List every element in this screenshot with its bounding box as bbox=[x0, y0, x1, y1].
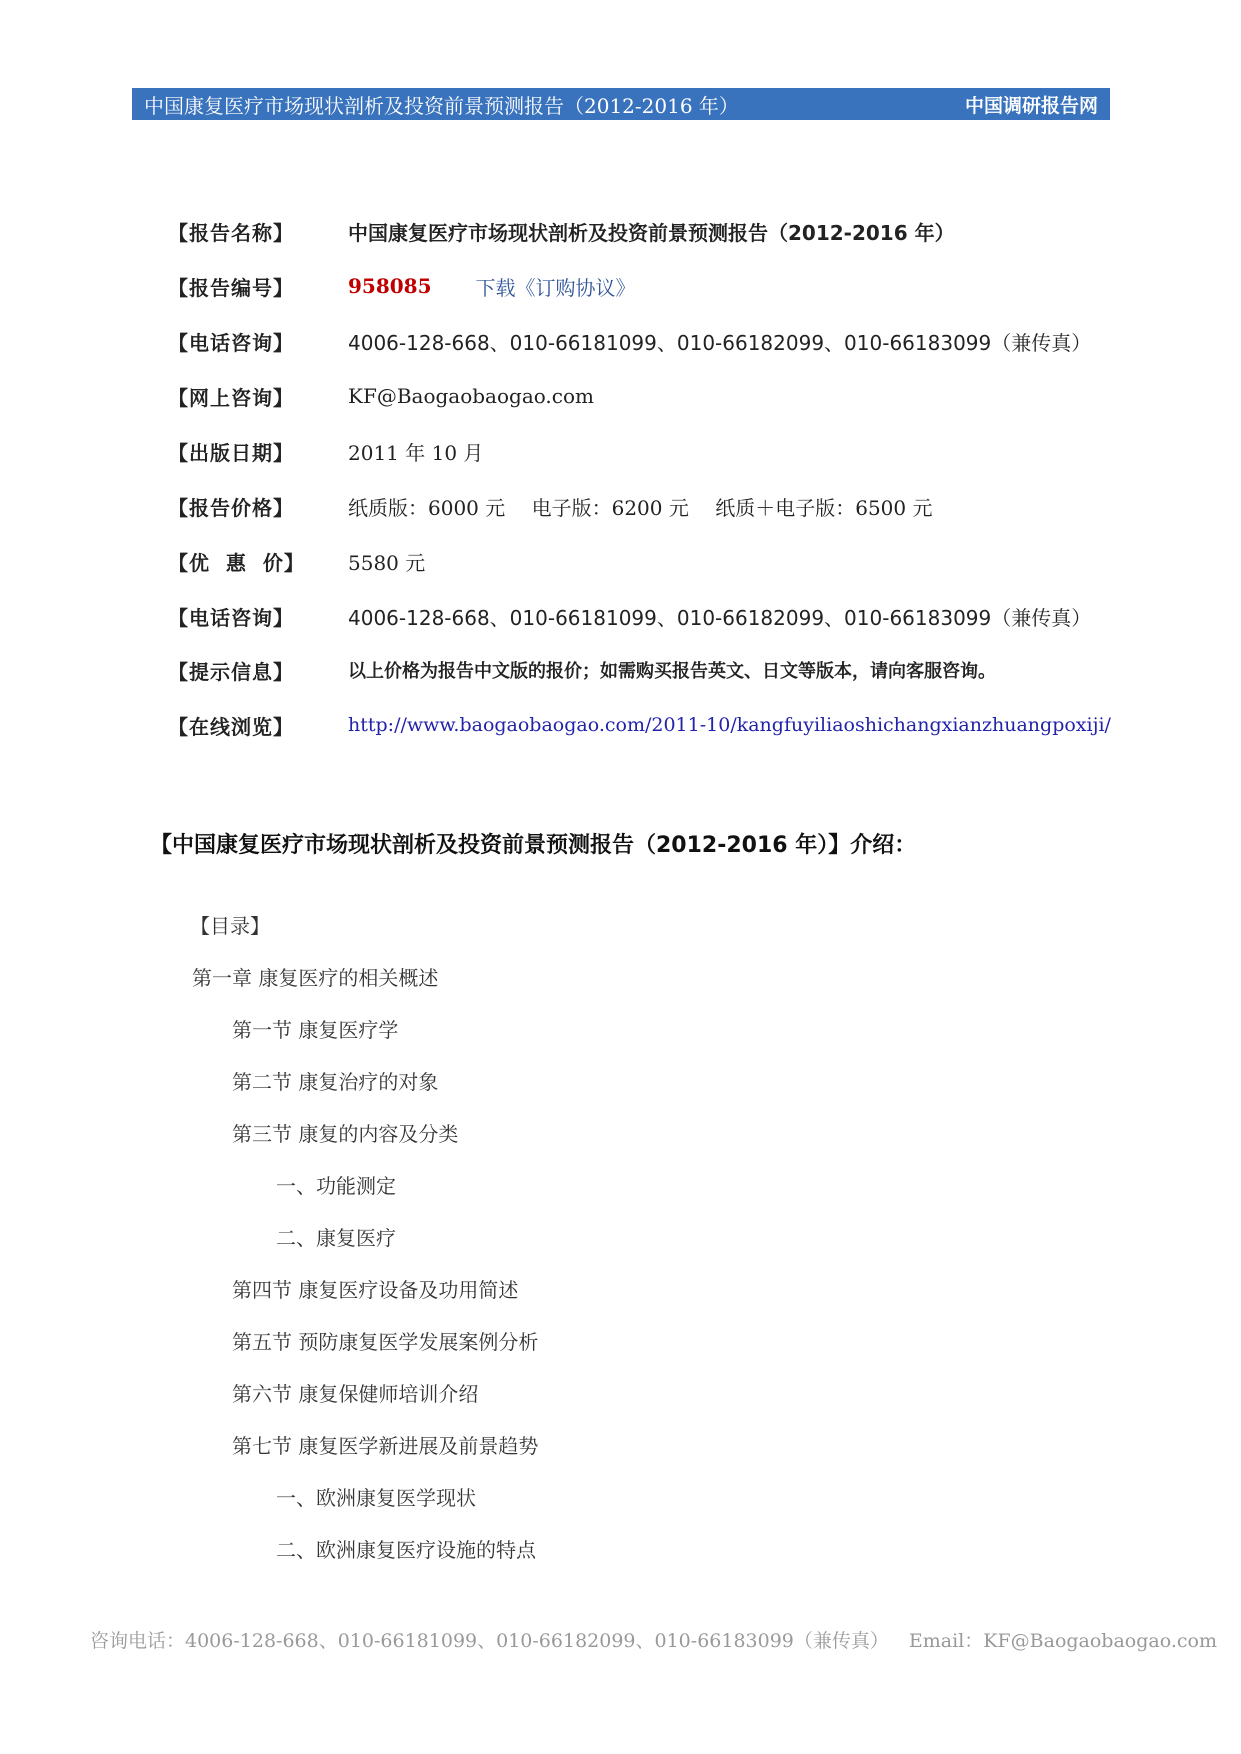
header-site-name: 中国调研报告网 bbox=[964, 94, 1098, 117]
phone-value: 4006-128-668、010-66181099、010-66182099、010-66183099（兼传真） bbox=[348, 330, 1092, 355]
info-label: 【提示信息】 bbox=[168, 659, 294, 684]
toc-subsection: 二、康复医疗 bbox=[276, 1226, 396, 1250]
page-header-bar bbox=[132, 88, 1110, 120]
toc-section: 第三节 康复的内容及分类 bbox=[232, 1122, 459, 1146]
info-row-phone-2 bbox=[168, 601, 1091, 631]
footer-email: Email：KF@Baogaobaogao.com bbox=[908, 1630, 1217, 1652]
toc-section: 第一节 康复医疗学 bbox=[232, 1018, 399, 1042]
info-row-name bbox=[168, 216, 955, 246]
info-row-price bbox=[168, 491, 932, 521]
info-row-phone bbox=[168, 326, 1091, 356]
footer-phone: 咨询电话：4006-128-668、010-66181099、010-66182099、010-66183099（兼传真） bbox=[90, 1630, 889, 1652]
info-label: 【报告名称】 bbox=[168, 220, 294, 245]
info-label: 【出版日期】 bbox=[168, 440, 294, 465]
header-title: 中国康复医疗市场现状剖析及投资前景预测报告（2012-2016 年） bbox=[144, 93, 739, 118]
info-label: 【报告价格】 bbox=[168, 495, 294, 520]
info-label: 【报告编号】 bbox=[168, 275, 294, 300]
toc-section: 第二节 康复治疗的对象 bbox=[232, 1070, 439, 1094]
discount-price-value: 5580 元 bbox=[348, 550, 426, 575]
toc-section: 第七节 康复医学新进展及前景趋势 bbox=[232, 1434, 539, 1458]
online-contact-value: KF@Baogaobaogao.com bbox=[348, 384, 594, 408]
online-browse-url-link[interactable]: http://www.baogaobaogao.com/2011-10/kangfuyiliaoshichangxianzhuangpoxiji/ bbox=[348, 714, 1111, 736]
page-footer bbox=[90, 1626, 1217, 1653]
info-label: 【电话咨询】 bbox=[168, 605, 294, 630]
toc-subsection: 二、欧洲康复医疗设施的特点 bbox=[276, 1538, 536, 1562]
toc-subsection: 一、功能测定 bbox=[276, 1174, 396, 1198]
info-label: 【在线浏览】 bbox=[168, 714, 294, 739]
info-row-online bbox=[168, 381, 594, 411]
toc-chapter: 第一章 康复医疗的相关概述 bbox=[192, 966, 439, 990]
toc-section: 第六节 康复保健师培训介绍 bbox=[232, 1382, 479, 1406]
intro-title: 【中国康复医疗市场现状剖析及投资前景预测报告（2012-2016 年）】介绍： bbox=[150, 833, 917, 858]
info-label: 【网上咨询】 bbox=[168, 385, 294, 410]
notice-value: 以上价格为报告中文版的报价；如需购买报告英文、日文等版本，请向客服咨询。 bbox=[348, 661, 996, 682]
toc-heading: 【目录】 bbox=[190, 914, 270, 938]
toc-section: 第五节 预防康复医学发展案例分析 bbox=[232, 1330, 539, 1354]
publish-date-value: 2011 年 10 月 bbox=[348, 440, 484, 465]
info-row-code bbox=[168, 271, 636, 301]
info-row-browse bbox=[168, 710, 1111, 740]
price-value: 纸质版：6000 元 电子版：6200 元 纸质＋电子版：6500 元 bbox=[348, 495, 933, 520]
info-row-notice bbox=[168, 655, 996, 685]
info-label: 【优 惠 价】 bbox=[168, 550, 305, 575]
info-row-discount bbox=[168, 546, 425, 576]
report-code-value: 958085 bbox=[348, 274, 432, 298]
download-order-agreement-link[interactable]: 下载《订购协议》 bbox=[475, 275, 636, 300]
phone-value: 4006-128-668、010-66181099、010-66182099、010-66183099（兼传真） bbox=[348, 605, 1092, 630]
report-name-value: 中国康复医疗市场现状剖析及投资前景预测报告（2012-2016 年） bbox=[348, 220, 955, 245]
toc-section: 第四节 康复医疗设备及功用简述 bbox=[232, 1278, 519, 1302]
info-label: 【电话咨询】 bbox=[168, 330, 294, 355]
toc-subsection: 一、欧洲康复医学现状 bbox=[276, 1486, 476, 1510]
info-row-date bbox=[168, 436, 483, 466]
